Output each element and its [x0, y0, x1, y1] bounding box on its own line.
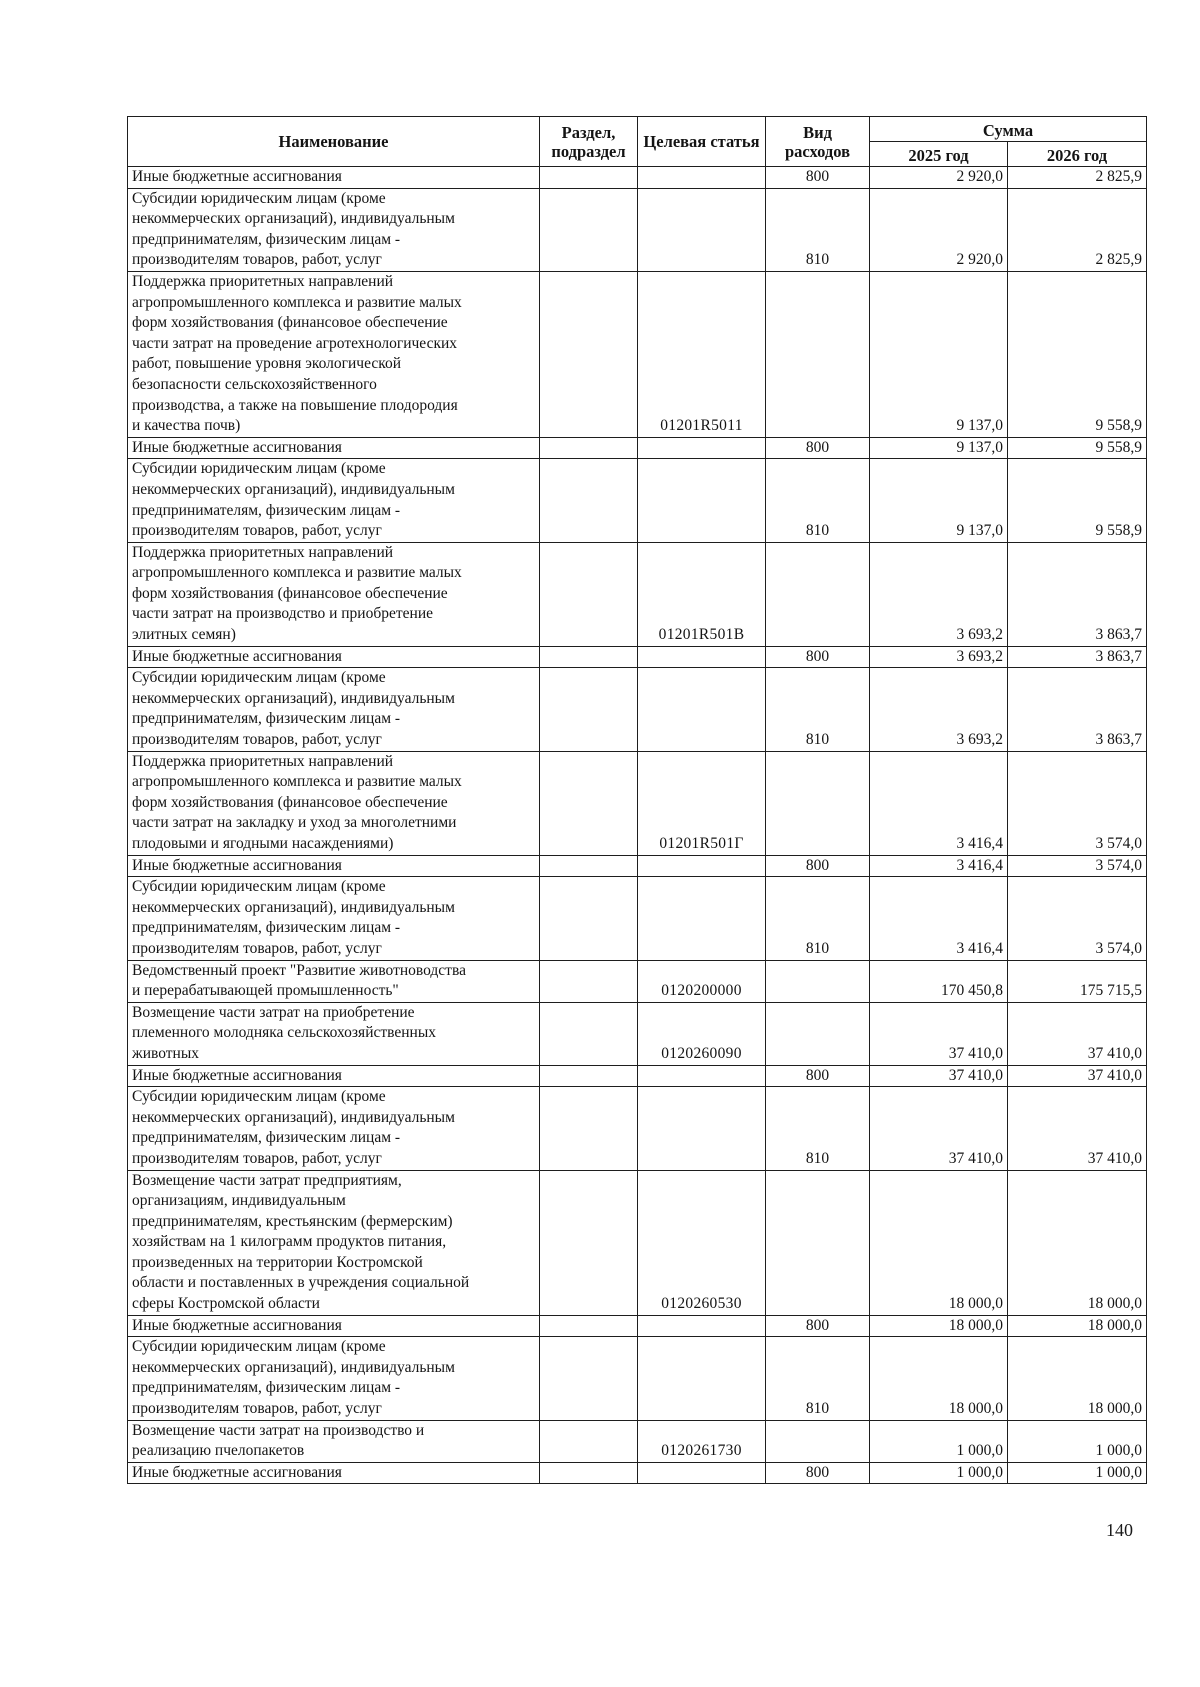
amount-2025-cell: 3 693,2 — [870, 542, 1008, 646]
expense-kind-cell — [766, 1002, 870, 1065]
expense-kind-cell: 800 — [766, 1462, 870, 1484]
table-row — [128, 1170, 1147, 1315]
target-article-cell: 0120260530 — [638, 1170, 766, 1315]
amount-2025-cell: 37 410,0 — [870, 1065, 1008, 1087]
amount-2025-cell: 3 416,4 — [870, 855, 1008, 877]
section-cell — [540, 271, 638, 437]
expense-kind-cell: 800 — [766, 1315, 870, 1337]
expense-kind-cell: 800 — [766, 1065, 870, 1087]
target-article-cell: 0120200000 — [638, 960, 766, 1002]
target-article-cell — [638, 167, 766, 189]
section-cell — [540, 167, 638, 189]
name-cell: Субсидии юридическим лицам (кроме некоммерческих организаций), индивидуальным предпринимателям, физическим лицам - производителям товаров, работ, услуг — [128, 459, 540, 542]
table-row — [128, 960, 1147, 1002]
table-row — [128, 271, 1147, 437]
section-cell — [540, 1087, 638, 1170]
section-cell — [540, 1420, 638, 1462]
name-cell: Иные бюджетные ассигнования — [128, 855, 540, 877]
amount-2026-cell: 3 574,0 — [1008, 877, 1147, 960]
expense-kind-cell: 810 — [766, 668, 870, 751]
amount-2025-cell: 2 920,0 — [870, 167, 1008, 189]
section-cell — [540, 960, 638, 1002]
amount-2026-cell: 9 558,9 — [1008, 271, 1147, 437]
table-row — [128, 459, 1147, 542]
table-body — [128, 167, 1147, 1484]
amount-2026-cell: 9 558,9 — [1008, 437, 1147, 459]
amount-2026-cell: 18 000,0 — [1008, 1315, 1147, 1337]
target-article-cell: 0120261730 — [638, 1420, 766, 1462]
name-cell: Поддержка приоритетных направлений агропромышленного комплекса и развитие малых форм хозяйствования (финансовое обеспечение части затрат на проведение агротехнологических работ, повышение уровня экологической безопасности сельскохозяйственного производства, а также на повышение плодородия и качества почв) — [128, 271, 540, 437]
name-cell: Субсидии юридическим лицам (кроме некоммерческих организаций), индивидуальным предпринимателям, физическим лицам - производителям товаров, работ, услуг — [128, 668, 540, 751]
table-row — [128, 1420, 1147, 1462]
target-article-cell — [638, 1065, 766, 1087]
name-cell: Иные бюджетные ассигнования — [128, 1462, 540, 1484]
target-article-cell — [638, 1462, 766, 1484]
amount-2025-cell: 2 920,0 — [870, 188, 1008, 271]
table-row — [128, 751, 1147, 855]
name-cell: Иные бюджетные ассигнования — [128, 646, 540, 668]
section-cell — [540, 646, 638, 668]
table-row — [128, 668, 1147, 751]
amount-2025-cell: 18 000,0 — [870, 1170, 1008, 1315]
table-row — [128, 542, 1147, 646]
name-cell: Поддержка приоритетных направлений агропромышленного комплекса и развитие малых форм хозяйствования (финансовое обеспечение части затрат на закладку и уход за многолетними плодовыми и ягодными насаждениями) — [128, 751, 540, 855]
expense-kind-cell — [766, 542, 870, 646]
section-cell — [540, 542, 638, 646]
expense-kind-cell — [766, 751, 870, 855]
amount-2026-cell: 9 558,9 — [1008, 459, 1147, 542]
header-year-2025: 2025 год — [870, 142, 1008, 167]
section-cell — [540, 188, 638, 271]
name-cell: Иные бюджетные ассигнования — [128, 1315, 540, 1337]
table-header — [128, 117, 1147, 167]
expense-kind-cell: 810 — [766, 1337, 870, 1420]
amount-2025-cell: 3 693,2 — [870, 646, 1008, 668]
expense-kind-cell: 800 — [766, 855, 870, 877]
expense-kind-cell: 810 — [766, 459, 870, 542]
table-row — [128, 437, 1147, 459]
table-row — [128, 877, 1147, 960]
amount-2026-cell: 3 863,7 — [1008, 668, 1147, 751]
amount-2025-cell: 3 693,2 — [870, 668, 1008, 751]
amount-2025-cell: 9 137,0 — [870, 459, 1008, 542]
target-article-cell — [638, 1087, 766, 1170]
target-article-cell: 0120260090 — [638, 1002, 766, 1065]
target-article-cell: 01201R501Г — [638, 751, 766, 855]
table-row — [128, 855, 1147, 877]
target-article-cell: 01201R5011 — [638, 271, 766, 437]
amount-2026-cell: 37 410,0 — [1008, 1065, 1147, 1087]
target-article-cell — [638, 646, 766, 668]
table-row — [128, 188, 1147, 271]
amount-2025-cell: 3 416,4 — [870, 877, 1008, 960]
target-article-cell — [638, 1337, 766, 1420]
amount-2026-cell: 18 000,0 — [1008, 1170, 1147, 1315]
expense-kind-cell — [766, 1170, 870, 1315]
name-cell: Иные бюджетные ассигнования — [128, 1065, 540, 1087]
expense-kind-cell: 810 — [766, 1087, 870, 1170]
amount-2025-cell: 3 416,4 — [870, 751, 1008, 855]
amount-2025-cell: 18 000,0 — [870, 1315, 1008, 1337]
table-row — [128, 1065, 1147, 1087]
amount-2025-cell: 1 000,0 — [870, 1462, 1008, 1484]
amount-2026-cell: 37 410,0 — [1008, 1002, 1147, 1065]
name-cell: Ведомственный проект "Развитие животноводства и перерабатывающей промышленность" — [128, 960, 540, 1002]
target-article-cell — [638, 188, 766, 271]
budget-table — [127, 116, 1147, 1484]
section-cell — [540, 1065, 638, 1087]
header-section: Раздел, подраздел — [540, 117, 638, 167]
target-article-cell — [638, 459, 766, 542]
section-cell — [540, 751, 638, 855]
amount-2025-cell: 9 137,0 — [870, 271, 1008, 437]
table-row — [128, 1337, 1147, 1420]
section-cell — [540, 459, 638, 542]
amount-2025-cell: 37 410,0 — [870, 1087, 1008, 1170]
header-sum: Сумма — [870, 117, 1147, 142]
header-target: Целевая статья — [638, 117, 766, 167]
name-cell: Возмещение части затрат предприятиям, организациям, индивидуальным предпринимателям, крестьянским (фермерским) хозяйствам на 1 килограмм продуктов питания, произведенных на территории Костромской области и поставленных в учреждения социальной сферы Костромской области — [128, 1170, 540, 1315]
page-number: 140 — [1106, 1520, 1133, 1540]
target-article-cell — [638, 1315, 766, 1337]
header-kind: Вид расходов — [766, 117, 870, 167]
target-article-cell — [638, 437, 766, 459]
table-row — [128, 1462, 1147, 1484]
table-row — [128, 1087, 1147, 1170]
table-row — [128, 1315, 1147, 1337]
amount-2026-cell: 37 410,0 — [1008, 1087, 1147, 1170]
name-cell: Иные бюджетные ассигнования — [128, 167, 540, 189]
name-cell: Возмещение части затрат на приобретение племенного молодняка сельскохозяйственных животных — [128, 1002, 540, 1065]
section-cell — [540, 1462, 638, 1484]
amount-2026-cell: 3 574,0 — [1008, 855, 1147, 877]
expense-kind-cell: 810 — [766, 877, 870, 960]
amount-2026-cell: 3 863,7 — [1008, 646, 1147, 668]
header-name: Наименование — [128, 117, 540, 167]
section-cell — [540, 1337, 638, 1420]
section-cell — [540, 855, 638, 877]
section-cell — [540, 668, 638, 751]
amount-2025-cell: 9 137,0 — [870, 437, 1008, 459]
target-article-cell — [638, 877, 766, 960]
amount-2026-cell: 1 000,0 — [1008, 1420, 1147, 1462]
section-cell — [540, 1315, 638, 1337]
header-year-2026: 2026 год — [1008, 142, 1147, 167]
expense-kind-cell: 810 — [766, 188, 870, 271]
amount-2026-cell: 1 000,0 — [1008, 1462, 1147, 1484]
target-article-cell — [638, 668, 766, 751]
section-cell — [540, 877, 638, 960]
name-cell: Субсидии юридическим лицам (кроме некоммерческих организаций), индивидуальным предпринимателям, физическим лицам - производителям товаров, работ, услуг — [128, 877, 540, 960]
amount-2026-cell: 3 863,7 — [1008, 542, 1147, 646]
expense-kind-cell — [766, 960, 870, 1002]
amount-2026-cell: 2 825,9 — [1008, 188, 1147, 271]
section-cell — [540, 1002, 638, 1065]
expense-kind-cell — [766, 1420, 870, 1462]
name-cell: Субсидии юридическим лицам (кроме некоммерческих организаций), индивидуальным предпринимателям, физическим лицам - производителям товаров, работ, услуг — [128, 188, 540, 271]
amount-2025-cell: 37 410,0 — [870, 1002, 1008, 1065]
expense-kind-cell — [766, 271, 870, 437]
amount-2025-cell: 18 000,0 — [870, 1337, 1008, 1420]
name-cell: Субсидии юридическим лицам (кроме некоммерческих организаций), индивидуальным предпринимателям, физическим лицам - производителям товаров, работ, услуг — [128, 1337, 540, 1420]
name-cell: Субсидии юридическим лицам (кроме некоммерческих организаций), индивидуальным предпринимателям, физическим лицам - производителям товаров, работ, услуг — [128, 1087, 540, 1170]
amount-2025-cell: 170 450,8 — [870, 960, 1008, 1002]
expense-kind-cell: 800 — [766, 167, 870, 189]
section-cell — [540, 1170, 638, 1315]
section-cell — [540, 437, 638, 459]
name-cell: Возмещение части затрат на производство и реализацию пчелопакетов — [128, 1420, 540, 1462]
amount-2026-cell: 2 825,9 — [1008, 167, 1147, 189]
amount-2026-cell: 175 715,5 — [1008, 960, 1147, 1002]
amount-2026-cell: 18 000,0 — [1008, 1337, 1147, 1420]
name-cell: Иные бюджетные ассигнования — [128, 437, 540, 459]
amount-2025-cell: 1 000,0 — [870, 1420, 1008, 1462]
amount-2026-cell: 3 574,0 — [1008, 751, 1147, 855]
expense-kind-cell: 800 — [766, 646, 870, 668]
target-article-cell: 01201R501B — [638, 542, 766, 646]
name-cell: Поддержка приоритетных направлений агропромышленного комплекса и развитие малых форм хозяйствования (финансовое обеспечение части затрат на производство и приобретение элитных семян) — [128, 542, 540, 646]
target-article-cell — [638, 855, 766, 877]
table-row — [128, 1002, 1147, 1065]
table-row — [128, 167, 1147, 189]
expense-kind-cell: 800 — [766, 437, 870, 459]
table-row — [128, 646, 1147, 668]
